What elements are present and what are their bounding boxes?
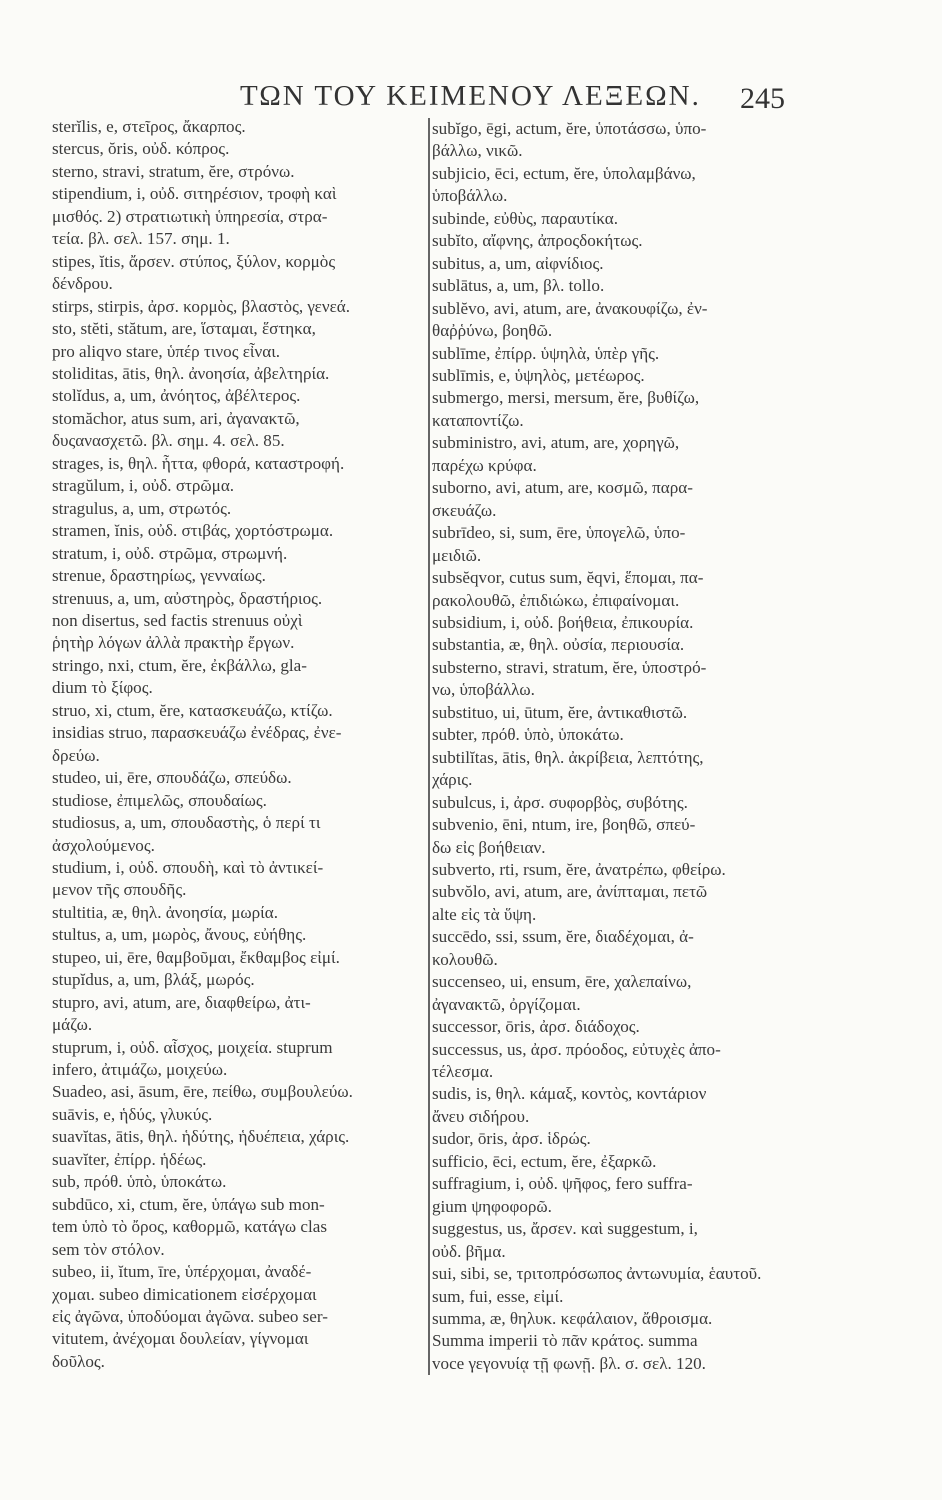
entry-line: struo, xi, ctum, ĕre, κατασκευάζω, κτίζω. — [52, 700, 333, 720]
entry-line: suggestus, us, ἄρσεν. καὶ suggestum, i, — [432, 1219, 698, 1239]
entry-line: summa, æ, θηλυκ. κεφάλαιον, ἄθροισμα. — [432, 1309, 713, 1329]
entry-line: stramen, ĭnis, οὐδ. στιβάς, χορτόστρωμα. — [52, 521, 334, 541]
entry-line: sublĕvo, avi, atum, are, ἀνακουφίζω, ἐν- — [432, 298, 708, 318]
entry-line: sto, stĕti, stătum, are, ἵσταμαι, ἕστηκα, — [52, 319, 316, 339]
entry-line: σκευάζω. — [432, 500, 497, 520]
entry-line: χάρις. — [432, 770, 473, 790]
entry-line: tem ὑπὸ τὸ ὄρος, καθορμῶ, κατάγω clas — [52, 1217, 327, 1237]
entry-line: successus, us, ἀρσ. πρόοδος, εὐτυχὲς ἀπο- — [432, 1039, 721, 1059]
entry-line: sublīmis, e, ὑψηλὸς, μετέωρος. — [432, 365, 645, 385]
entry-line: τέλεσμα. — [432, 1062, 494, 1082]
entry-line: subĭgo, ēgi, actum, ĕre, ὑποτάσσω, ὑπο- — [432, 119, 707, 138]
entry-line: non disertus, sed factis strenuus οὐχὶ — [52, 610, 303, 630]
entry-line: ἀσχολούμενος. — [52, 835, 155, 855]
entry-line: βάλλω, νικῶ. — [432, 141, 523, 161]
entry-line: stolĭdus, a, um, ἀνόητος, ἀβέλτερος. — [52, 386, 301, 406]
entry-line: sterno, stravi, stratum, ĕre, στρόνω. — [52, 161, 295, 181]
right-column — [428, 118, 804, 1375]
entry-line: stoliditas, ātis, θηλ. ἀνοησία, ἀβελτηρία. — [52, 363, 330, 383]
running-header: ΤΩΝ ΤΟΥ ΚΕΙΜΕΝΟΥ ΛΕΞΕΩΝ. — [240, 80, 701, 112]
entry-line: stupeo, ui, ēre, θαμβοῦμαι, ἔκθαμβος εἰμί. — [52, 947, 340, 967]
entry-line: οὐδ. βῆμα. — [432, 1241, 506, 1261]
entry-line: substituo, ui, ūtum, ĕre, ἀντικαθιστῶ. — [432, 702, 688, 722]
entry-line: sui, sibi, se, τριτοπρόσωπος ἀντωνυμία, ἑαυτοῦ. — [432, 1264, 762, 1284]
entry-line: substerno, stravi, stratum, ĕre, ὑποστρό- — [432, 657, 707, 677]
entry-line: subsidium, i, οὐδ. βοήθεια, ἐπικουρία. — [432, 612, 694, 632]
entry-line: stupĭdus, a, um, βλάξ, μωρός. — [52, 970, 255, 990]
entry-line: stragŭlum, i, οὐδ. στρῶμα. — [52, 476, 235, 496]
entry-line: δυςανασχετῶ. βλ. σημ. 4. σελ. 85. — [52, 431, 285, 451]
entry-line: ἀγανακτῶ, ὀργίζομαι. — [432, 994, 581, 1014]
entry-line: ἄνευ σιδήρου. — [432, 1106, 530, 1126]
entry-line: dium τὸ ξίφος. — [52, 678, 153, 698]
entry-line: suffragium, i, οὐδ. ψῆφος, fero suffra- — [432, 1174, 693, 1194]
entry-line: stercus, ŏris, οὐδ. κόπρος. — [52, 139, 230, 159]
page-number: 245 — [740, 82, 785, 115]
entry-line: δω εἰς βοήθειαν. — [432, 837, 546, 857]
entry-line: subministro, avi, atum, are, χορηγῶ, — [432, 433, 680, 453]
entry-line: strenue, δραστηρίως, γενναίως. — [52, 566, 266, 586]
entry-line: δρεύω. — [52, 745, 100, 765]
entry-line: sublīme, ἐπίρρ. ὑψηλὰ, ὑπὲρ γῆς. — [432, 343, 660, 363]
entry-line: suborno, avi, atum, are, κοσμῶ, παρα- — [432, 478, 693, 498]
entry-line: θαῤῥύνω, βοηθῶ. — [432, 321, 553, 341]
entry-line: subitus, a, um, αἰφνίδιος. — [432, 253, 604, 273]
entry-line: νω, ὑποβάλλω. — [432, 680, 535, 700]
entry-line: subvŏlo, avi, atum, are, ἀνίπταμαι, πετῶ — [432, 882, 708, 902]
entry-line: καταποντίζω. — [432, 410, 524, 430]
entry-line: voce γεγονυίᾳ τῇ φωνῇ. βλ. σ. σελ. 120. — [432, 1353, 706, 1373]
entry-line: insidias struo, παρασκευάζω ἐνέδρας, ἐνε- — [52, 723, 342, 743]
entry-line: pro aliqvo stare, ὑπέρ τινος εἶναι. — [52, 341, 281, 361]
entry-line: subrīdeo, si, sum, ēre, ὑπογελῶ, ὑπο- — [432, 523, 686, 543]
entry-line: stipendium, i, οὐδ. σιτηρέσιον, τροφὴ καὶ — [52, 184, 337, 204]
entry-line: sufficio, ēci, ectum, ĕre, ἐξαρκῶ. — [432, 1151, 657, 1171]
entry-line: gium ψηφοφορῶ. — [432, 1196, 552, 1216]
entry-line: studiosus, a, um, σπουδαστὴς, ὁ περί τι — [52, 813, 321, 833]
entry-line: subter, πρόθ. ὑπὸ, ὑποκάτω. — [432, 725, 624, 745]
entry-line: stultitia, æ, θηλ. ἀνοησία, μωρία. — [52, 902, 278, 922]
entry-line: vitutem, ἀνέχομαι δουλείαν, γίγνομαι — [52, 1329, 309, 1349]
entry-line: stomăchor, atus sum, ari, ἀγανακτῶ, — [52, 408, 300, 428]
entry-line: infero, ἀτιμάζω, μοιχεύω. — [52, 1060, 228, 1080]
entry-line: submergo, mersi, mersum, ĕre, βυθίζω, — [432, 388, 700, 408]
entry-line: Summa imperii τὸ πᾶν κράτος. summa — [432, 1331, 698, 1351]
entry-line: successor, ōris, ἀρσ. διάδοχος. — [432, 1017, 640, 1037]
entry-line: alte εἰς τὰ ὕψη. — [432, 904, 537, 924]
entry-line: sudor, ōris, ἀρσ. ἱδρώς. — [432, 1129, 591, 1149]
entry-line: μισθός. 2) στρατιωτικὴ ὑπηρεσία, στρα- — [52, 206, 328, 226]
entry-line: substantia, æ, θηλ. οὐσία, περιουσία. — [432, 635, 685, 655]
entry-line: subĭto, αἴφνης, ἀπροςδοκήτως. — [432, 231, 643, 251]
entry-line: stragulus, a, um, στρωτός. — [52, 498, 232, 518]
entry-line: sum, fui, esse, εἰμί. — [432, 1286, 564, 1306]
entry-line: stirps, stirpis, ἀρσ. κορμὸς, βλαστὸς, γενεά. — [52, 296, 350, 316]
entry-line: εἰς ἀγῶνα, ὑποδύομαι ἀγῶνα. subeo ser- — [52, 1307, 328, 1327]
entry-line: suāvis, e, ἡδύς, γλυκύς. — [52, 1104, 213, 1124]
entry-line: studeo, ui, ēre, σπουδάζω, σπεύδω. — [52, 768, 292, 788]
entry-line: δοῦλος. — [52, 1351, 105, 1371]
entry-line: subverto, rti, rsum, ĕre, ἀνατρέπω, φθείρω. — [432, 859, 726, 879]
entry-line: μάζω. — [52, 1015, 93, 1035]
entry-line: sem τὸν στόλον. — [52, 1239, 165, 1259]
entry-line: μενον τῆς σπουδῆς. — [52, 880, 187, 900]
entry-line: suavĭter, ἐπίρρ. ἡδέως. — [52, 1149, 207, 1169]
entry-line: δένδρου. — [52, 274, 113, 294]
entry-line: stupro, avi, atum, are, διαφθείρω, ἀτι- — [52, 992, 311, 1012]
entry-line: subsĕqvor, cutus sum, ĕqvi, ἕπομαι, πα- — [432, 568, 704, 588]
entry-line: strenuus, a, um, αὐστηρὸς, δραστήριος. — [52, 588, 323, 608]
left-column — [52, 116, 418, 1373]
entry-line: ῥητὴρ λόγων ἀλλὰ πρακτὴρ ἔργων. — [52, 633, 295, 653]
entry-line: κολουθῶ. — [432, 949, 498, 969]
entry-line: stuprum, i, οὐδ. αἶσχος, μοιχεία. stuprum — [52, 1037, 333, 1057]
entry-line: sudis, is, θηλ. κάμαξ, κοντὸς, κοντάριον — [432, 1084, 707, 1104]
entry-line: τεία. βλ. σελ. 157. σημ. 1. — [52, 229, 230, 249]
entry-line: subinde, εὐθὺς, παραυτίκα. — [432, 208, 619, 228]
entry-line: παρέχω κρύφα. — [432, 455, 537, 475]
entry-line: subvenio, ēni, ntum, ire, βοηθῶ, σπεύ- — [432, 815, 696, 835]
entry-line: suavĭtas, ātis, θηλ. ἡδύτης, ἡδυέπεια, χάρις. — [52, 1127, 350, 1147]
entry-line: ρακολουθῶ, ἐπιδιώκω, ἐπιφαίνομαι. — [432, 590, 680, 610]
entry-line: succenseo, ui, ensum, ēre, χαλεπαίνω, — [432, 972, 692, 992]
entry-line: subeo, ii, ĭtum, īre, ὑπέρχομαι, ἀναδέ- — [52, 1262, 312, 1282]
entry-line: stratum, i, οὐδ. στρῶμα, στρωμνή. — [52, 543, 288, 563]
entry-line: sub, πρόθ. ὑπὸ, ὑποκάτω. — [52, 1172, 227, 1192]
entry-line: Suadeo, asi, āsum, ēre, πείθω, συμβουλεύω. — [52, 1082, 353, 1102]
entry-line: χομαι. subeo dimicationem εἰσέρχομαι — [52, 1284, 317, 1304]
entry-line: subulcus, i, ἀρσ. συφορβὸς, συβότης. — [432, 792, 688, 812]
entry-line: subdūco, xi, ctum, ĕre, ὑπάγω sub mon- — [52, 1194, 325, 1214]
entry-line: sublātus, a, um, βλ. tollo. — [432, 276, 605, 296]
entry-line: μειδιῶ. — [432, 545, 482, 565]
entry-line: subjicio, ēci, ectum, ĕre, ὑπολαμβάνω, — [432, 163, 696, 183]
entry-line: succēdo, ssi, ssum, ĕre, διαδέχομαι, ἀ- — [432, 927, 694, 947]
entry-line: stipes, ĭtis, ἄρσεν. στύπος, ξύλον, κορμὸς — [52, 251, 336, 271]
entry-line: sterĭlis, e, στεῖρος, ἄκαρπος. — [52, 117, 246, 136]
entry-line: strages, is, θηλ. ἧττα, φθορά, καταστροφή. — [52, 453, 345, 473]
entry-line: studium, i, οὐδ. σπουδὴ, καὶ τὸ ἀντικεί- — [52, 857, 324, 877]
entry-line: studiose, ἐπιμελῶς, σπουδαίως. — [52, 790, 267, 810]
entry-line: stringo, nxi, ctum, ĕre, ἐκβάλλω, gla- — [52, 655, 307, 675]
entry-line: stultus, a, um, μωρὸς, ἄνους, εὐήθης. — [52, 925, 307, 945]
entry-line: subtilĭtas, ātis, θηλ. ἀκρίβεια, λεπτότης, — [432, 747, 704, 767]
entry-line: ὑποβάλλω. — [432, 186, 508, 206]
